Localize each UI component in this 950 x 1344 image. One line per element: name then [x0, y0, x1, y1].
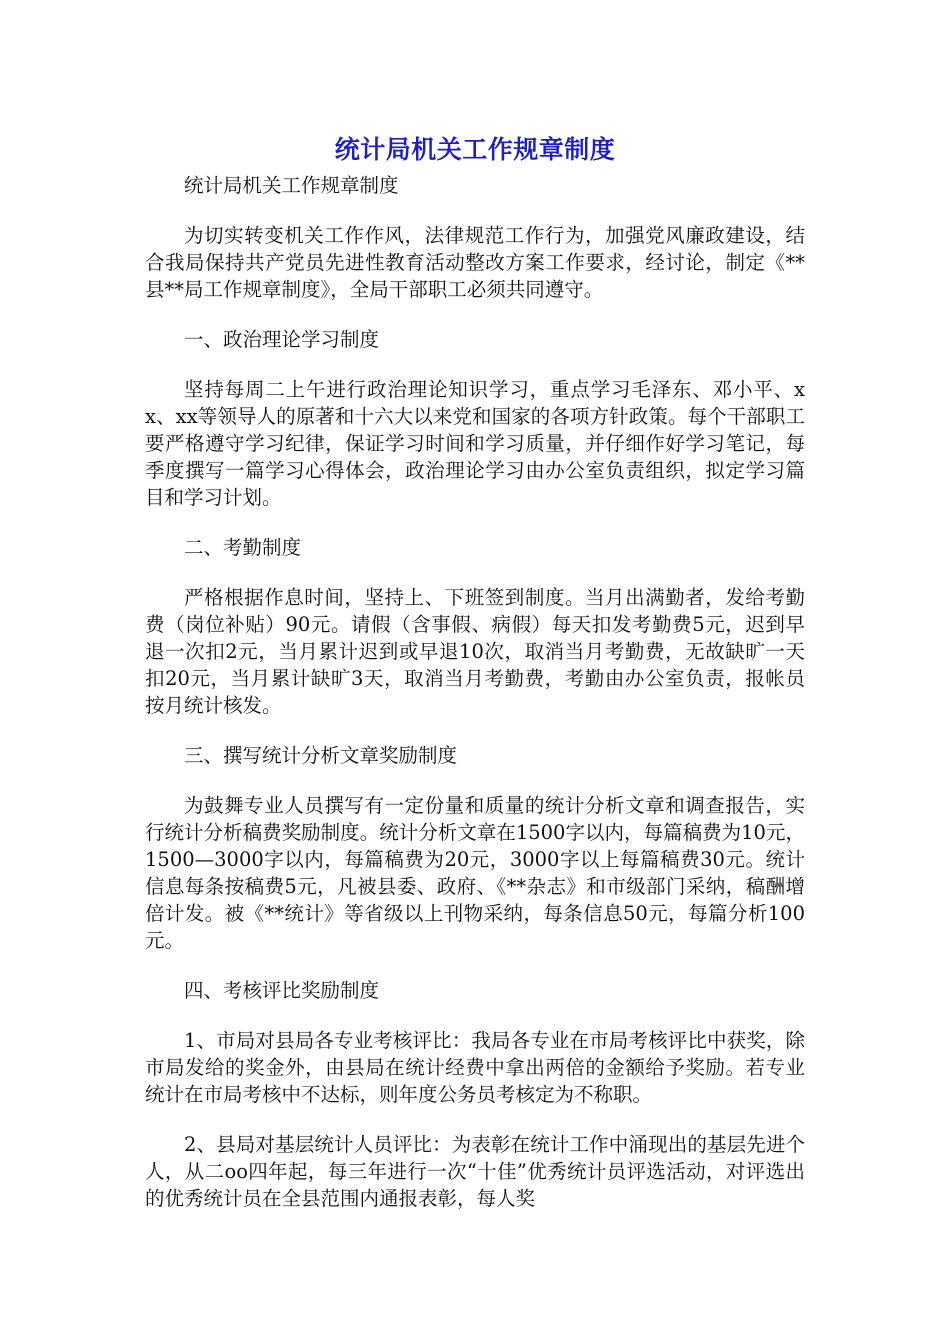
paragraph-section-1: 坚持每周二上午进行政治理论知识学习，重点学习毛泽东、邓小平、xx、xx等领导人的原著和十六大以来党和国家的各项方针政策。每个干部职工要严格遵守学习纪律，保证学习时间和学习质量，并仔细作好学习笔记，每季度撰写一篇学习心得体会，政治理论学习由办公室负责组织，拟定学习篇目和学习计划。: [145, 378, 805, 509]
paragraph-section-4-item-2: 2、县局对基层统计人员评比：为表彰在统计工作中涌现出的基层先进个人，从二oo四年起，每三年进行一次“十佳”优秀统计员评选活动，对评选出的优秀统计员在全县范围内通报表彰，每人奖: [145, 1133, 805, 1210]
section-heading-4: 四、考核评比奖励制度: [184, 979, 380, 1002]
section-heading-1: 一、政治理论学习制度: [184, 328, 380, 351]
document-title: 统计局机关工作规章制度: [334, 135, 616, 164]
paragraph-intro: 为切实转变机关工作作风，法律规范工作行为，加强党风廉政建设，结合我局保持共产党员先进性教育活动整改方案工作要求，经讨论，制定《**县**局工作规章制度》，全局干部职工必须共同遵守。: [145, 224, 805, 301]
paragraph-section-3: 为鼓舞专业人员撰写有一定份量和质量的统计分析文章和调查报告，实行统计分析稿费奖励制度。统计分析文章在1500字以内，每篇稿费为10元，1500—3000字以内，每篇稿费为20元，3000字以上每篇稿费30元。统计信息每条按稿费5元，凡被县委、政府、《**杂志》和市级部门采纳，稿酬增倍计发。被《**统计》等省级以上刊物采纳，每条信息50元，每篇分析100元。: [145, 794, 805, 952]
document-body: [145, 172, 805, 1235]
section-heading-3: 三、撰写统计分析文章奖励制度: [184, 744, 458, 767]
section-heading-2: 二、考勤制度: [184, 536, 302, 559]
paragraph-section-2: 严格根据作息时间，坚持上、下班签到制度。当月出满勤者，发给考勤费（岗位补贴）90元。请假（含事假、病假）每天扣发考勤费5元，迟到早退一次扣2元，当月累计迟到或早退10次，取消当月考勤费，无故缺旷一天扣20元，当月累计缺旷3天，取消当月考勤费，考勤由办公室负责，报帐员按月统计核发。: [145, 586, 805, 717]
paragraph-section-4-item-1: 1、市局对县局各专业考核评比：我局各专业在市局考核评比中获奖，除市局发给的奖金外，由县局在统计经费中拿出两倍的金额给予奖励。若专业统计在市局考核中不达标，则年度公务员考核定为不称职。: [145, 1029, 805, 1106]
paragraph-subtitle: 统计局机关工作规章制度: [184, 174, 399, 197]
